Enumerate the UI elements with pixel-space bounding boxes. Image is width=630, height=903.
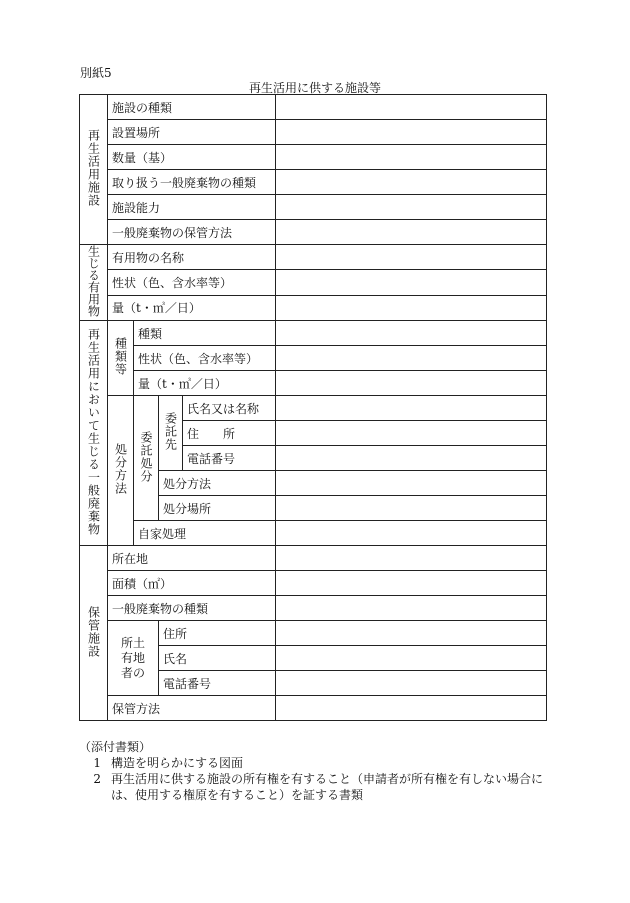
entry-cell[interactable]: [276, 671, 547, 696]
row-label: 一般廃棄物の種類: [108, 596, 276, 621]
form-id: 別紙5: [80, 66, 112, 80]
attachments-note: [79, 739, 554, 803]
entry-cell[interactable]: [276, 321, 547, 346]
entry-cell[interactable]: [276, 245, 547, 270]
entry-cell[interactable]: [276, 371, 547, 396]
entry-cell[interactable]: [276, 346, 547, 371]
row-label: 面積（㎡）: [108, 571, 276, 596]
row-label: 電話番号: [183, 446, 276, 471]
entry-cell[interactable]: [276, 646, 547, 671]
attachments-heading: （添付書類）: [79, 740, 152, 754]
list-item: 2 再生活用に供する施設の所有権を有すること（申請者が所有権を有しない場合には、使用する権原を有すること）を証する書類: [93, 772, 544, 802]
entry-cell[interactable]: [276, 521, 547, 546]
entry-cell[interactable]: [276, 621, 547, 646]
table-row: [80, 120, 547, 145]
table-row: [80, 321, 547, 346]
storage-group-label: 保管施設: [80, 546, 108, 721]
entry-cell[interactable]: [276, 195, 547, 220]
row-label: 処分方法: [159, 471, 276, 496]
row-label: 処分場所: [159, 496, 276, 521]
entry-cell[interactable]: [276, 546, 547, 571]
row-label: 施設能力: [108, 195, 276, 220]
entry-cell[interactable]: [276, 471, 547, 496]
row-label: 数量（基）: [108, 145, 276, 170]
row-label: 施設の種類: [108, 95, 276, 120]
row-label: 取り扱う一般廃棄物の種類: [108, 170, 276, 195]
entry-cell[interactable]: [276, 496, 547, 521]
table-row: [80, 245, 547, 270]
table-row: [80, 571, 547, 596]
form-title: 再生活用に供する施設等: [248, 81, 381, 95]
table-row: [80, 396, 547, 421]
table-row: [80, 621, 547, 646]
list-item: 1 構造を明らかにする図面: [93, 756, 244, 770]
row-label: 氏名又は名称: [183, 396, 276, 421]
consign-disposal-label: 委託処分: [134, 396, 159, 521]
form-table: [79, 94, 547, 721]
row-label: 自家処理: [134, 521, 276, 546]
entry-cell[interactable]: [276, 220, 547, 245]
row-label: 有用物の名称: [108, 245, 276, 270]
table-row: [80, 295, 547, 320]
table-row: [80, 696, 547, 721]
row-label: 一般廃棄物の保管方法: [108, 220, 276, 245]
table-row: [80, 145, 547, 170]
entry-cell[interactable]: [276, 571, 547, 596]
facility-group-label: 再生活用施設: [80, 95, 108, 245]
entry-cell[interactable]: [276, 596, 547, 621]
table-row: [80, 95, 547, 120]
row-label: 性状（色、含水率等）: [134, 346, 276, 371]
table-row: [80, 270, 547, 295]
table-row: [80, 371, 547, 396]
entry-cell[interactable]: [276, 145, 547, 170]
row-label: 保管方法: [108, 696, 276, 721]
entry-cell[interactable]: [276, 421, 547, 446]
table-row: [80, 596, 547, 621]
table-row: [80, 195, 547, 220]
product-group-label: 生じる有用物: [80, 245, 108, 321]
waste-group-label: 再生活用において生じる一般廃棄物: [80, 321, 108, 546]
table-row: [80, 170, 547, 195]
table-row: [80, 546, 547, 571]
row-label: 氏名: [159, 646, 276, 671]
row-label: 種類: [134, 321, 276, 346]
table-row: [80, 346, 547, 371]
entry-cell[interactable]: [276, 170, 547, 195]
row-label: 住 所: [183, 421, 276, 446]
entry-cell[interactable]: [276, 95, 547, 120]
row-label: 設置場所: [108, 120, 276, 145]
entry-cell[interactable]: [276, 270, 547, 295]
entry-cell[interactable]: [276, 120, 547, 145]
row-label: 量（t・㎥／日）: [108, 295, 276, 320]
entry-cell[interactable]: [276, 396, 547, 421]
table-row: [80, 220, 547, 245]
land-owner-label: 所土 有地 者の: [108, 621, 159, 696]
row-label: 性状（色、含水率等）: [108, 270, 276, 295]
waste-type-label: 種類等: [108, 321, 134, 396]
row-label: 所在地: [108, 546, 276, 571]
row-label: 住所: [159, 621, 276, 646]
entry-cell[interactable]: [276, 696, 547, 721]
entry-cell[interactable]: [276, 295, 547, 320]
row-label: 電話番号: [159, 671, 276, 696]
row-label: 量（t・㎥／日）: [134, 371, 276, 396]
disposal-method-label: 処分方法: [108, 396, 134, 546]
entry-cell[interactable]: [276, 446, 547, 471]
table-row: [80, 521, 547, 546]
contractor-label: 委託先: [159, 396, 183, 471]
